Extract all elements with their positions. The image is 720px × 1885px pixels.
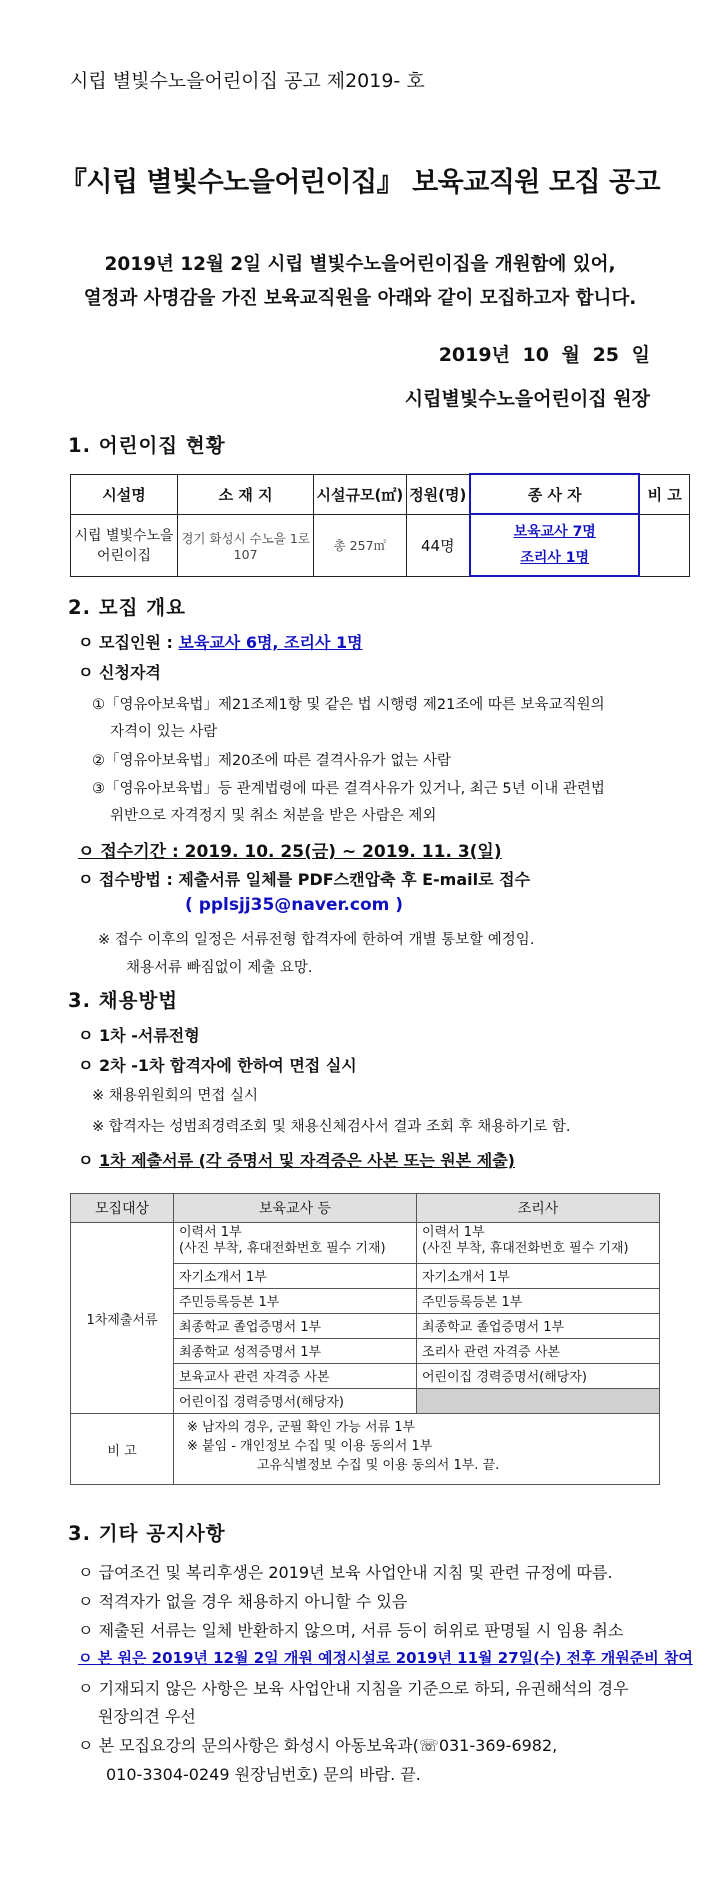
notice-text: 적격자가 없을 경우 채용하지 아니할 수 있음 [98,1592,408,1611]
notice-text: 제출된 서류는 일체 반환하지 않으며, 서류 등이 허위로 판명될 시 임용 취소 [98,1621,624,1640]
notice-text: 기재되지 않은 사항은 보육 사업안내 지침을 기준으로 하되, 유권해석의 경우 [98,1679,629,1698]
section-2-heading: 2. 모집 개요 [68,596,186,619]
cook-doc: 자기소개서 1부 [417,1264,660,1289]
teacher-doc: 어린이집 경력증명서(해당자) [174,1389,417,1414]
recruit-line [78,630,363,653]
qualification-2: ②「영유아보육법」제20조에 따른 결격사유가 없는 사람 [92,753,452,769]
bullet: ㅇ [78,1736,94,1755]
step-1-line [78,1023,200,1046]
section-3-heading: 3. 채용방법 [68,989,179,1012]
bullet: ㅇ [78,1679,94,1698]
application-email: ( pplsjj35@naver.com ) [185,895,404,915]
bullet: ㅇ [78,842,95,862]
notice-item-5 [78,1676,629,1699]
bullet: ㅇ [78,1621,94,1640]
qualification-label: 신청자격 [99,663,161,682]
documents-table [70,1193,660,1485]
col-header: 종 사 자 [470,474,639,514]
bullet: ㅇ [78,633,94,652]
section-4-heading: 3. 기타 공지사항 [68,1522,226,1545]
bullet: ㅇ [78,1026,94,1045]
remarks [174,1414,660,1485]
teacher-doc: 이력서 1부 (사진 부착, 휴대전화번호 필수 기재) [174,1223,417,1264]
qualification-1b: 자격이 있는 사람 [110,724,218,740]
cook-doc: 어린이집 경력증명서(해당자) [417,1364,660,1389]
notice-item-4 [78,1647,693,1668]
hiring-note-1: ※ 채용위원회의 면접 실시 [92,1088,259,1104]
col-header: 시설명 [71,474,178,514]
staff-cook: 조리사 1명 [520,550,590,566]
remark-label: 비 고 [71,1414,174,1485]
recruit-value: 보육교사 6명, 조리사 1명 [178,633,363,652]
cook-doc: 최종학교 졸업증명서 1부 [417,1314,660,1339]
facility-address: 경기 화성시 수노을 1로 107 [178,514,314,576]
qualification-3a: ③「영유아보육법」등 관계법령에 따른 결격사유가 있거나, 최근 5년 이내 관련법 [92,781,605,797]
intro-line-1: 2019년 12월 2일 시립 별빛수노을어린이집을 개원함에 있어, [104,254,616,275]
director-signature: 시립별빛수노을어린이집 원장 [404,388,650,410]
recruit-label: 모집인원 : [99,633,173,652]
bullet: ㅇ [78,663,94,682]
facility-table [70,473,690,577]
period-line [78,837,502,862]
application-note-1: ※ 접수 이후의 일정은 서류전형 합격자에 한하여 개별 통보할 예정임. [98,932,535,948]
docs-title-line [78,1148,515,1171]
method-line [78,867,530,890]
col-header: 시설규모(㎡) [314,474,406,514]
notice-item-6-cont: 010-3304-0249 원장님번호) 문의 바람. 끝. [106,1765,421,1784]
bullet: ㅇ [78,1563,94,1582]
col-header: 모집대상 [71,1194,174,1223]
col-header: 보육교사 등 [174,1194,417,1223]
notice-date: 2019년 10 월 25 일 [438,344,650,366]
hiring-note-2: ※ 합격자는 성범죄경력조회 및 채용신체검사서 결과 조회 후 채용하기로 함. [92,1119,571,1135]
teacher-doc: 최종학교 성적증명서 1부 [174,1339,417,1364]
notice-item-2 [78,1589,407,1612]
bullet: ㅇ [78,1592,94,1611]
qualification-3b: 위반으로 자격정지 및 취소 처분을 받은 사람은 제외 [110,808,437,824]
section-1-heading: 1. 어린이집 현황 [68,434,226,457]
remark-1: ※ 남자의 경우, 군필 확인 가능 서류 1부 [187,1420,416,1435]
bullet: ㅇ [78,1649,93,1667]
col-header: 소 재 지 [178,474,314,514]
facility-size: 총 257㎡ [314,514,406,576]
col-header: 조리사 [417,1194,660,1223]
col-header: 정원(명) [406,474,470,514]
col-header: 비 고 [639,474,689,514]
notice-number: 시립 별빛수노을어린이집 공고 제2019- 호 [70,70,425,92]
qualification-line [78,660,161,683]
notice-item-5-cont: 원장의견 우선 [98,1707,196,1726]
cook-doc: 이력서 1부 (사진 부착, 휴대전화번호 필수 기재) [417,1223,660,1264]
application-period: 접수기간 : 2019. 10. 25(금) ~ 2019. 11. 3(일) [100,842,502,862]
row-label: 1차제출서류 [71,1223,174,1414]
notice-item-6 [78,1733,557,1756]
notice-text: 본 모집요강의 문의사항은 화성시 아동보육과(☏031-369-6982, [98,1736,558,1755]
remark-2: ※ 붙임 - 개인정보 수집 및 이용 동의서 1부 [187,1439,433,1454]
facility-name: 시립 별빛수노을 어린이집 [71,514,178,576]
cook-doc: 주민등록등본 1부 [417,1289,660,1314]
facility-note [639,514,689,576]
bullet: ㅇ [78,870,94,889]
notice-text: 급여조건 및 복리후생은 2019년 보육 사업안내 지침 및 관련 규정에 따름. [98,1563,613,1582]
notice-text: 본 원은 2019년 12월 2일 개원 예정시설로 2019년 11월 27일(수) 전후 개원준비 참여 [97,1649,693,1667]
notice-item-3 [78,1618,623,1641]
cook-doc-empty [417,1389,660,1414]
teacher-doc: 최종학교 졸업증명서 1부 [174,1314,417,1339]
docs-title: 1차 제출서류 (각 증명서 및 자격증은 사본 또는 원본 제출) [99,1151,515,1170]
remark-3: 고유식별정보 수집 및 이용 동의서 1부. 끝. [257,1458,500,1473]
qualification-1a: ①「영유아보육법」제21조제1항 및 같은 법 시행령 제21조에 따른 보육교직원의 [92,697,605,713]
teacher-doc: 주민등록등본 1부 [174,1289,417,1314]
bullet: ㅇ [78,1151,94,1170]
intro-line-2: 열정과 사명감을 가진 보육교직원을 아래와 같이 모집하고자 합니다. [83,288,637,309]
staff-teacher: 보육교사 7명 [513,524,596,540]
step-1: 1차 -서류전형 [99,1026,200,1045]
cook-doc: 조리사 관련 자격증 사본 [417,1339,660,1364]
facility-capacity: 44명 [406,514,470,576]
bullet: ㅇ [78,1056,94,1075]
facility-staff [470,514,639,576]
application-note-2: 채용서류 빠짐없이 제출 요망. [126,960,313,976]
step-2-line [78,1053,357,1076]
step-2: 2차 -1차 합격자에 한하여 면접 실시 [99,1056,357,1075]
notice-item-1 [78,1560,613,1583]
teacher-doc: 보육교사 관련 자격증 사본 [174,1364,417,1389]
teacher-doc: 자기소개서 1부 [174,1264,417,1289]
page-title: 『시립 별빛수노을어린이집』 보육교직원 모집 공고 [59,167,661,198]
application-method: 접수방법 : 제출서류 일체를 PDF스캔압축 후 E-mail로 접수 [99,870,531,889]
